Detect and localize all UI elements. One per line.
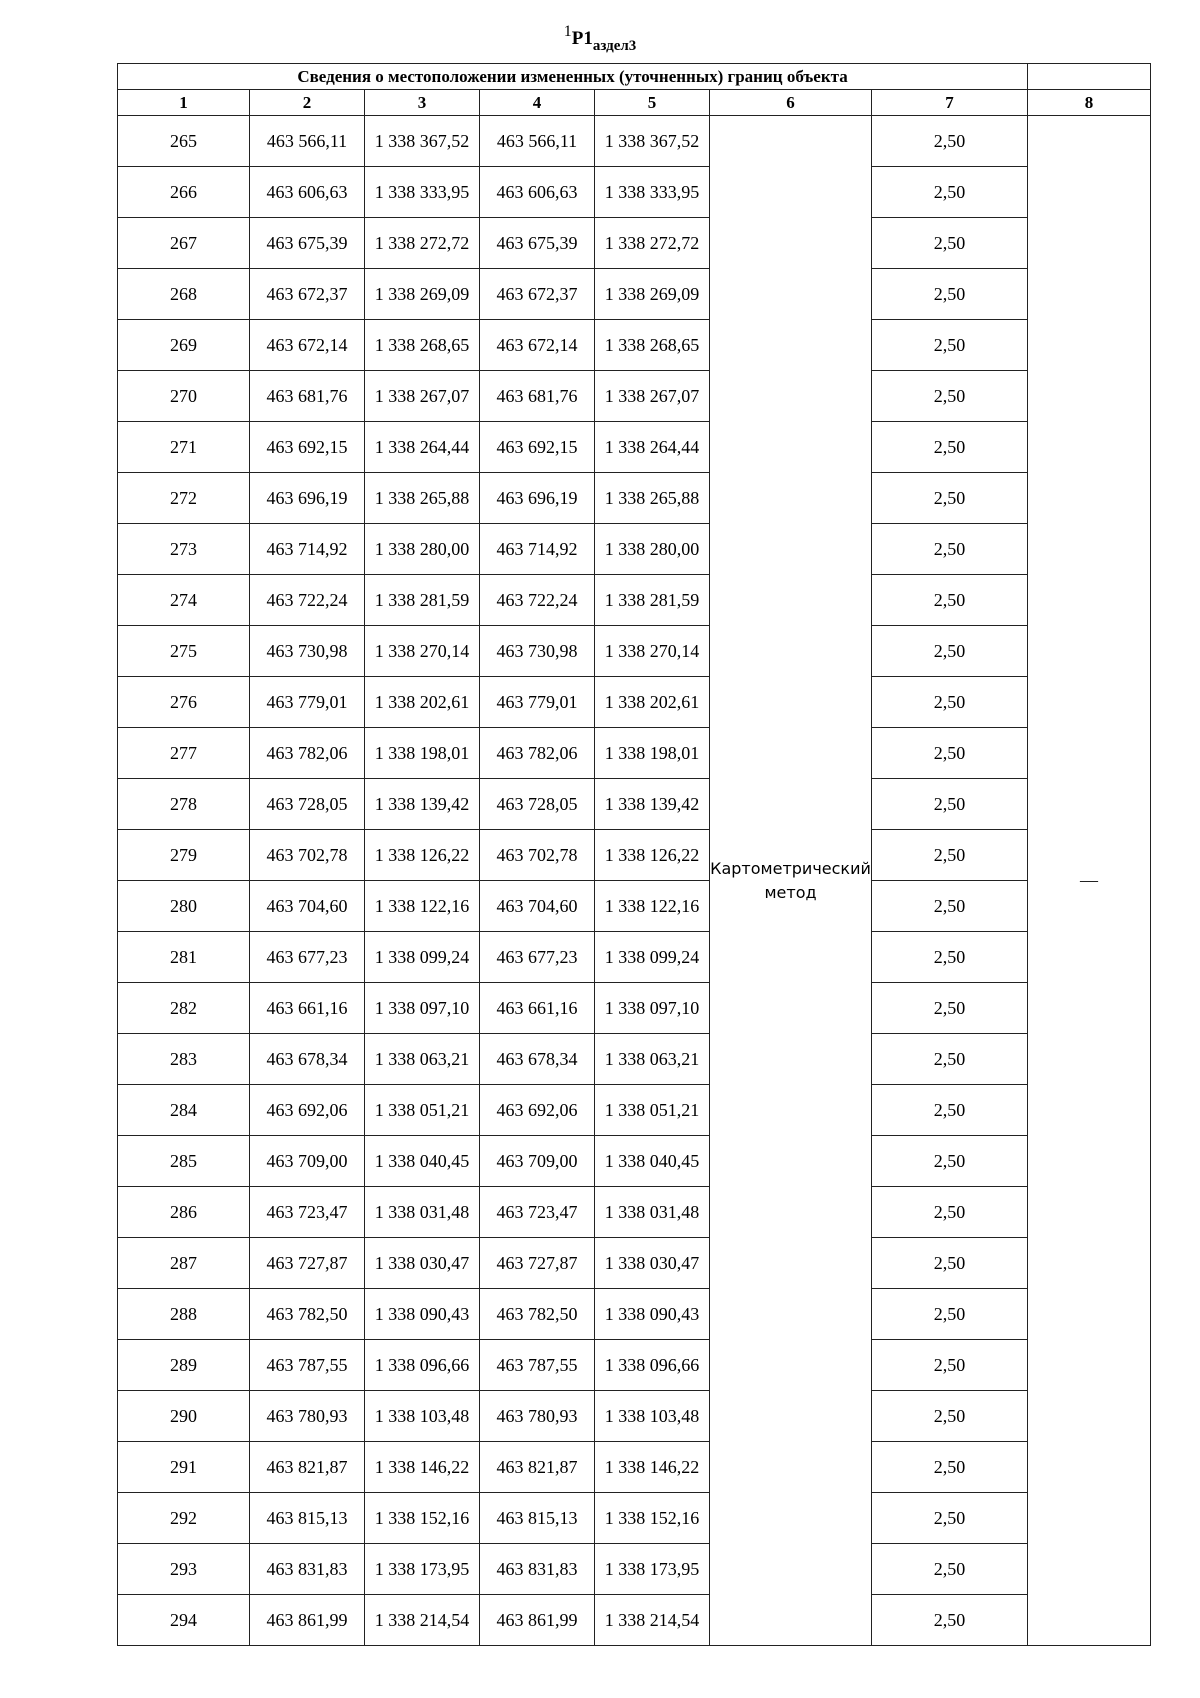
x-coordinate-new-cell: 463 714,92 — [480, 524, 595, 575]
x-coordinate-cell: 463 714,92 — [250, 524, 365, 575]
point-number-cell: 284 — [118, 1085, 250, 1136]
table-row — [118, 1391, 1151, 1442]
x-coordinate-new-cell: 463 782,06 — [480, 728, 595, 779]
y-coordinate-new-cell: 1 338 267,07 — [595, 371, 710, 422]
accuracy-cell: 2,50 — [872, 575, 1028, 626]
y-coordinate-new-cell: 1 338 268,65 — [595, 320, 710, 371]
point-number-cell: 287 — [118, 1238, 250, 1289]
y-coordinate-cell: 1 338 267,07 — [365, 371, 480, 422]
column-number: 1 — [118, 90, 250, 116]
x-coordinate-new-cell: 463 675,39 — [480, 218, 595, 269]
column8-cell: — — [1028, 116, 1151, 1646]
y-coordinate-new-cell: 1 338 139,42 — [595, 779, 710, 830]
point-number-cell: 265 — [118, 116, 250, 167]
table-caption-row — [118, 64, 1151, 90]
x-coordinate-new-cell: 463 709,00 — [480, 1136, 595, 1187]
x-coordinate-new-cell: 463 672,14 — [480, 320, 595, 371]
y-coordinate-new-cell: 1 338 280,00 — [595, 524, 710, 575]
accuracy-cell: 2,50 — [872, 1136, 1028, 1187]
table-row — [118, 167, 1151, 218]
boundary-coordinates-table — [117, 63, 1151, 1646]
y-coordinate-new-cell: 1 338 269,09 — [595, 269, 710, 320]
point-number-cell: 273 — [118, 524, 250, 575]
x-coordinate-new-cell: 463 779,01 — [480, 677, 595, 728]
x-coordinate-cell: 463 722,24 — [250, 575, 365, 626]
column-number: 3 — [365, 90, 480, 116]
y-coordinate-cell: 1 338 030,47 — [365, 1238, 480, 1289]
x-coordinate-cell: 463 728,05 — [250, 779, 365, 830]
table-row — [118, 881, 1151, 932]
table-row — [118, 1034, 1151, 1085]
accuracy-cell: 2,50 — [872, 1085, 1028, 1136]
accuracy-cell: 2,50 — [872, 1187, 1028, 1238]
y-coordinate-cell: 1 338 051,21 — [365, 1085, 480, 1136]
x-coordinate-new-cell: 463 702,78 — [480, 830, 595, 881]
x-coordinate-cell: 463 782,50 — [250, 1289, 365, 1340]
accuracy-cell: 2,50 — [872, 779, 1028, 830]
x-coordinate-cell: 463 681,76 — [250, 371, 365, 422]
x-coordinate-new-cell: 463 821,87 — [480, 1442, 595, 1493]
table-row — [118, 779, 1151, 830]
point-number-cell: 277 — [118, 728, 250, 779]
y-coordinate-cell: 1 338 333,95 — [365, 167, 480, 218]
table-row — [118, 830, 1151, 881]
y-coordinate-cell: 1 338 269,09 — [365, 269, 480, 320]
y-coordinate-new-cell: 1 338 270,14 — [595, 626, 710, 677]
table-row — [118, 1085, 1151, 1136]
x-coordinate-cell: 463 661,16 — [250, 983, 365, 1034]
section-title-main: Р1 — [571, 28, 593, 49]
accuracy-cell: 2,50 — [872, 1493, 1028, 1544]
y-coordinate-new-cell: 1 338 126,22 — [595, 830, 710, 881]
y-coordinate-cell: 1 338 173,95 — [365, 1544, 480, 1595]
x-coordinate-cell: 463 606,63 — [250, 167, 365, 218]
y-coordinate-new-cell: 1 338 367,52 — [595, 116, 710, 167]
table-row — [118, 1544, 1151, 1595]
table-row — [118, 1136, 1151, 1187]
y-coordinate-new-cell: 1 338 198,01 — [595, 728, 710, 779]
y-coordinate-cell: 1 338 268,65 — [365, 320, 480, 371]
table-row — [118, 320, 1151, 371]
x-coordinate-new-cell: 463 661,16 — [480, 983, 595, 1034]
y-coordinate-new-cell: 1 338 090,43 — [595, 1289, 710, 1340]
table-row — [118, 677, 1151, 728]
y-coordinate-new-cell: 1 338 030,47 — [595, 1238, 710, 1289]
point-number-cell: 291 — [118, 1442, 250, 1493]
x-coordinate-cell: 463 672,14 — [250, 320, 365, 371]
table-row — [118, 1442, 1151, 1493]
y-coordinate-new-cell: 1 338 063,21 — [595, 1034, 710, 1085]
section-title — [0, 23, 1200, 60]
x-coordinate-cell: 463 709,00 — [250, 1136, 365, 1187]
y-coordinate-cell: 1 338 272,72 — [365, 218, 480, 269]
point-number-cell: 276 — [118, 677, 250, 728]
table-row — [118, 932, 1151, 983]
y-coordinate-cell: 1 338 198,01 — [365, 728, 480, 779]
x-coordinate-new-cell: 463 782,50 — [480, 1289, 595, 1340]
column-number: 5 — [595, 90, 710, 116]
point-number-cell: 292 — [118, 1493, 250, 1544]
column-number-row — [118, 90, 1151, 116]
table-row — [118, 1340, 1151, 1391]
accuracy-cell: 2,50 — [872, 1034, 1028, 1085]
y-coordinate-new-cell: 1 338 096,66 — [595, 1340, 710, 1391]
x-coordinate-new-cell: 463 677,23 — [480, 932, 595, 983]
column-number: 8 — [1028, 90, 1151, 116]
y-coordinate-new-cell: 1 338 202,61 — [595, 677, 710, 728]
point-number-cell: 267 — [118, 218, 250, 269]
y-coordinate-cell: 1 338 090,43 — [365, 1289, 480, 1340]
point-number-cell: 270 — [118, 371, 250, 422]
column-number: 2 — [250, 90, 365, 116]
x-coordinate-new-cell: 463 787,55 — [480, 1340, 595, 1391]
point-number-cell: 278 — [118, 779, 250, 830]
x-coordinate-new-cell: 463 672,37 — [480, 269, 595, 320]
x-coordinate-cell: 463 692,15 — [250, 422, 365, 473]
column-number: 4 — [480, 90, 595, 116]
y-coordinate-cell: 1 338 096,66 — [365, 1340, 480, 1391]
y-coordinate-cell: 1 338 099,24 — [365, 932, 480, 983]
accuracy-cell: 2,50 — [872, 1391, 1028, 1442]
accuracy-cell: 2,50 — [872, 218, 1028, 269]
x-coordinate-new-cell: 463 681,76 — [480, 371, 595, 422]
x-coordinate-cell: 463 782,06 — [250, 728, 365, 779]
y-coordinate-cell: 1 338 097,10 — [365, 983, 480, 1034]
table-row — [118, 473, 1151, 524]
x-coordinate-cell: 463 779,01 — [250, 677, 365, 728]
y-coordinate-new-cell: 1 338 097,10 — [595, 983, 710, 1034]
y-coordinate-new-cell: 1 338 214,54 — [595, 1595, 710, 1646]
method-cell: Картометрический метод — [710, 116, 872, 1646]
table-row — [118, 1493, 1151, 1544]
table-caption: Сведения о местоположении измененных (уточненных) границ объекта — [118, 64, 1028, 90]
y-coordinate-cell: 1 338 367,52 — [365, 116, 480, 167]
x-coordinate-cell: 463 723,47 — [250, 1187, 365, 1238]
point-number-cell: 279 — [118, 830, 250, 881]
y-coordinate-cell: 1 338 281,59 — [365, 575, 480, 626]
table-caption-empty-cell — [1028, 64, 1151, 90]
accuracy-cell: 2,50 — [872, 167, 1028, 218]
y-coordinate-cell: 1 338 103,48 — [365, 1391, 480, 1442]
point-number-cell: 289 — [118, 1340, 250, 1391]
accuracy-cell: 2,50 — [872, 1238, 1028, 1289]
table-row — [118, 1289, 1151, 1340]
y-coordinate-new-cell: 1 338 265,88 — [595, 473, 710, 524]
accuracy-cell: 2,50 — [872, 728, 1028, 779]
y-coordinate-new-cell: 1 338 152,16 — [595, 1493, 710, 1544]
section-title-suffix: аздел3 — [592, 38, 637, 54]
y-coordinate-new-cell: 1 338 099,24 — [595, 932, 710, 983]
accuracy-cell: 2,50 — [872, 1544, 1028, 1595]
x-coordinate-new-cell: 463 606,63 — [480, 167, 595, 218]
x-coordinate-new-cell: 463 692,06 — [480, 1085, 595, 1136]
point-number-cell: 294 — [118, 1595, 250, 1646]
point-number-cell: 286 — [118, 1187, 250, 1238]
y-coordinate-new-cell: 1 338 173,95 — [595, 1544, 710, 1595]
x-coordinate-cell: 463 677,23 — [250, 932, 365, 983]
y-coordinate-new-cell: 1 338 333,95 — [595, 167, 710, 218]
point-number-cell: 269 — [118, 320, 250, 371]
y-coordinate-cell: 1 338 126,22 — [365, 830, 480, 881]
x-coordinate-cell: 463 821,87 — [250, 1442, 365, 1493]
accuracy-cell: 2,50 — [872, 116, 1028, 167]
accuracy-cell: 2,50 — [872, 1595, 1028, 1646]
point-number-cell: 268 — [118, 269, 250, 320]
table-row — [118, 1595, 1151, 1646]
accuracy-cell: 2,50 — [872, 1442, 1028, 1493]
x-coordinate-cell: 463 678,34 — [250, 1034, 365, 1085]
x-coordinate-new-cell: 463 692,15 — [480, 422, 595, 473]
point-number-cell: 282 — [118, 983, 250, 1034]
y-coordinate-new-cell: 1 338 051,21 — [595, 1085, 710, 1136]
y-coordinate-cell: 1 338 214,54 — [365, 1595, 480, 1646]
x-coordinate-cell: 463 566,11 — [250, 116, 365, 167]
table-row — [118, 371, 1151, 422]
table-row — [118, 1187, 1151, 1238]
point-number-cell: 272 — [118, 473, 250, 524]
x-coordinate-new-cell: 463 722,24 — [480, 575, 595, 626]
table-row — [118, 575, 1151, 626]
point-number-cell: 266 — [118, 167, 250, 218]
y-coordinate-cell: 1 338 146,22 — [365, 1442, 480, 1493]
x-coordinate-cell: 463 696,19 — [250, 473, 365, 524]
y-coordinate-cell: 1 338 031,48 — [365, 1187, 480, 1238]
accuracy-cell: 2,50 — [872, 320, 1028, 371]
accuracy-cell: 2,50 — [872, 269, 1028, 320]
x-coordinate-cell: 463 702,78 — [250, 830, 365, 881]
x-coordinate-new-cell: 463 831,83 — [480, 1544, 595, 1595]
y-coordinate-new-cell: 1 338 281,59 — [595, 575, 710, 626]
accuracy-cell: 2,50 — [872, 830, 1028, 881]
x-coordinate-new-cell: 463 678,34 — [480, 1034, 595, 1085]
x-coordinate-new-cell: 463 723,47 — [480, 1187, 595, 1238]
accuracy-cell: 2,50 — [872, 473, 1028, 524]
section-title-first: 1 — [563, 23, 572, 40]
point-number-cell: 280 — [118, 881, 250, 932]
table-row — [118, 983, 1151, 1034]
y-coordinate-cell: 1 338 063,21 — [365, 1034, 480, 1085]
accuracy-cell: 2,50 — [872, 1289, 1028, 1340]
x-coordinate-new-cell: 463 861,99 — [480, 1595, 595, 1646]
point-number-cell: 288 — [118, 1289, 250, 1340]
y-coordinate-new-cell: 1 338 031,48 — [595, 1187, 710, 1238]
point-number-cell: 285 — [118, 1136, 250, 1187]
y-coordinate-new-cell: 1 338 146,22 — [595, 1442, 710, 1493]
x-coordinate-cell: 463 815,13 — [250, 1493, 365, 1544]
x-coordinate-new-cell: 463 727,87 — [480, 1238, 595, 1289]
accuracy-cell: 2,50 — [872, 881, 1028, 932]
point-number-cell: 281 — [118, 932, 250, 983]
table-row — [118, 524, 1151, 575]
column-number: 6 — [710, 90, 872, 116]
table-row — [118, 1238, 1151, 1289]
x-coordinate-cell: 463 831,83 — [250, 1544, 365, 1595]
point-number-cell: 290 — [118, 1391, 250, 1442]
y-coordinate-cell: 1 338 202,61 — [365, 677, 480, 728]
y-coordinate-cell: 1 338 270,14 — [365, 626, 480, 677]
accuracy-cell: 2,50 — [872, 422, 1028, 473]
y-coordinate-cell: 1 338 139,42 — [365, 779, 480, 830]
x-coordinate-cell: 463 672,37 — [250, 269, 365, 320]
accuracy-cell: 2,50 — [872, 1340, 1028, 1391]
y-coordinate-new-cell: 1 338 122,16 — [595, 881, 710, 932]
y-coordinate-new-cell: 1 338 272,72 — [595, 218, 710, 269]
y-coordinate-cell: 1 338 280,00 — [365, 524, 480, 575]
accuracy-cell: 2,50 — [872, 677, 1028, 728]
point-number-cell: 274 — [118, 575, 250, 626]
table-body — [118, 64, 1151, 1646]
x-coordinate-new-cell: 463 696,19 — [480, 473, 595, 524]
point-number-cell: 275 — [118, 626, 250, 677]
table-row — [118, 728, 1151, 779]
x-coordinate-new-cell: 463 704,60 — [480, 881, 595, 932]
y-coordinate-cell: 1 338 122,16 — [365, 881, 480, 932]
table-row — [118, 422, 1151, 473]
y-coordinate-cell: 1 338 264,44 — [365, 422, 480, 473]
x-coordinate-cell: 463 675,39 — [250, 218, 365, 269]
x-coordinate-cell: 463 692,06 — [250, 1085, 365, 1136]
y-coordinate-cell: 1 338 152,16 — [365, 1493, 480, 1544]
table-row — [118, 626, 1151, 677]
x-coordinate-new-cell: 463 728,05 — [480, 779, 595, 830]
table-row — [118, 218, 1151, 269]
x-coordinate-cell: 463 727,87 — [250, 1238, 365, 1289]
y-coordinate-cell: 1 338 040,45 — [365, 1136, 480, 1187]
x-coordinate-cell: 463 787,55 — [250, 1340, 365, 1391]
accuracy-cell: 2,50 — [872, 932, 1028, 983]
point-number-cell: 271 — [118, 422, 250, 473]
table-row — [118, 116, 1151, 167]
x-coordinate-new-cell: 463 730,98 — [480, 626, 595, 677]
x-coordinate-new-cell: 463 566,11 — [480, 116, 595, 167]
y-coordinate-cell: 1 338 265,88 — [365, 473, 480, 524]
accuracy-cell: 2,50 — [872, 626, 1028, 677]
accuracy-cell: 2,50 — [872, 371, 1028, 422]
x-coordinate-cell: 463 861,99 — [250, 1595, 365, 1646]
x-coordinate-new-cell: 463 815,13 — [480, 1493, 595, 1544]
table-row — [118, 269, 1151, 320]
x-coordinate-cell: 463 730,98 — [250, 626, 365, 677]
y-coordinate-new-cell: 1 338 103,48 — [595, 1391, 710, 1442]
x-coordinate-cell: 463 704,60 — [250, 881, 365, 932]
y-coordinate-new-cell: 1 338 040,45 — [595, 1136, 710, 1187]
y-coordinate-new-cell: 1 338 264,44 — [595, 422, 710, 473]
point-number-cell: 293 — [118, 1544, 250, 1595]
column-number: 7 — [872, 90, 1028, 116]
x-coordinate-new-cell: 463 780,93 — [480, 1391, 595, 1442]
point-number-cell: 283 — [118, 1034, 250, 1085]
accuracy-cell: 2,50 — [872, 983, 1028, 1034]
accuracy-cell: 2,50 — [872, 524, 1028, 575]
x-coordinate-cell: 463 780,93 — [250, 1391, 365, 1442]
